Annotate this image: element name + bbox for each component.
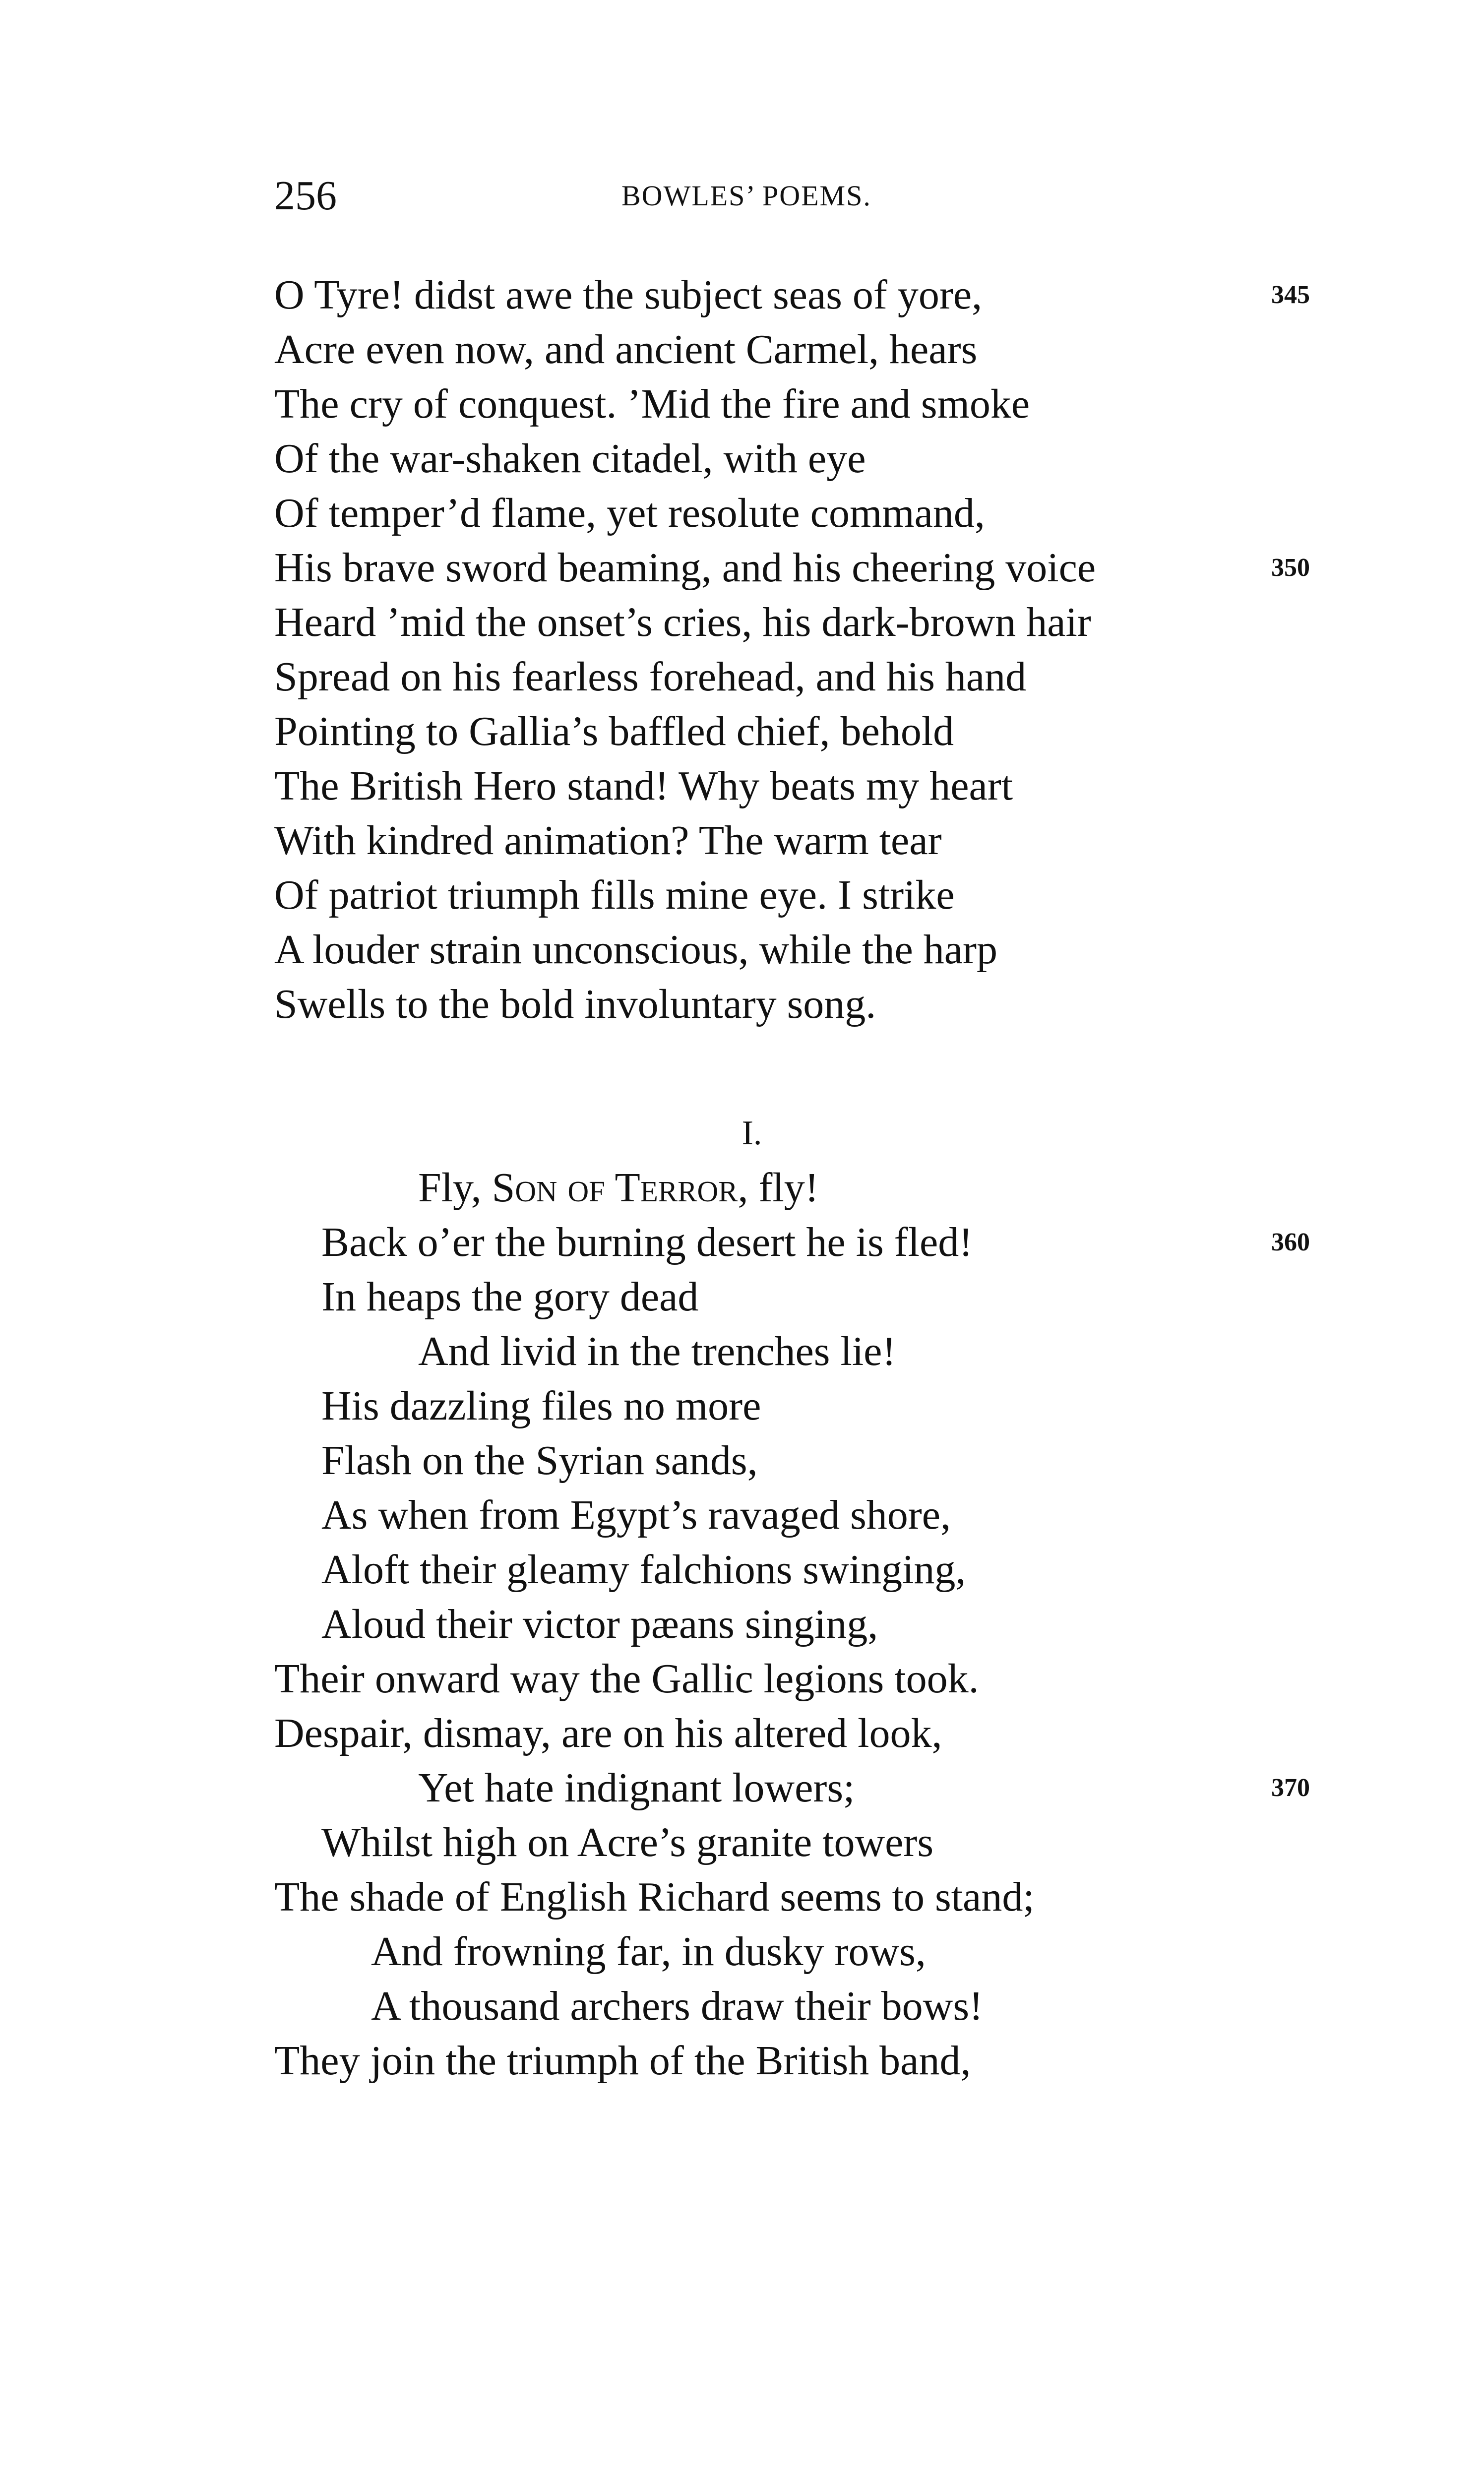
line-text: And frowning far, in dusky rows, — [371, 1928, 926, 1975]
line-number: 345 — [1271, 281, 1310, 309]
poem-line — [274, 268, 1316, 322]
poem-stanza-2 — [274, 1161, 1316, 2088]
line-text: They join the triumph of the British band, — [274, 2038, 971, 2084]
poem-line — [274, 1324, 1316, 1379]
line-text: Whilst high on Acre’s granite towers — [321, 1819, 934, 1865]
page-number: 256 — [274, 173, 337, 219]
line-text: His dazzling files no more — [321, 1383, 761, 1429]
poem-line — [274, 1379, 1316, 1433]
poem-line — [274, 595, 1316, 650]
line-text: In heaps the gory dead — [321, 1274, 699, 1320]
line-text: O Tyre! didst awe the subject seas of yore, — [274, 272, 983, 318]
line-text: A louder strain unconscious, while the harp — [274, 927, 998, 973]
line-text: Of patriot triumph fills mine eye. I strike — [274, 872, 955, 918]
poem-line — [274, 1215, 1316, 1270]
poem-line — [274, 1870, 1316, 1924]
line-text: Back o’er the burning desert he is fled! — [321, 1219, 973, 1265]
line-text: Pointing to Gallia’s baffled chief, behold — [274, 708, 954, 754]
poem-line — [274, 1979, 1316, 2034]
poem-line — [274, 1488, 1316, 1543]
line-number: 350 — [1271, 554, 1310, 582]
line-text: His brave sword beaming, and his cheering voice — [274, 545, 1096, 591]
poem-line — [274, 2034, 1316, 2088]
poem-line — [274, 1597, 1316, 1652]
poem-line — [274, 1543, 1316, 1597]
line-text: Acre even now, and ancient Carmel, hears — [274, 326, 978, 372]
poem-line — [274, 432, 1316, 486]
line-text: Flash on the Syrian sands, — [321, 1437, 758, 1484]
poem-line — [274, 759, 1316, 813]
poem-line — [274, 813, 1316, 868]
poem-line — [274, 1161, 1316, 1215]
poem-line — [274, 541, 1316, 595]
line-text: Swells to the bold involuntary song. — [274, 981, 876, 1027]
line-text: Of the war-shaken citadel, with eye — [274, 435, 866, 482]
poem-line — [274, 1815, 1316, 1870]
line-number: 370 — [1271, 1774, 1310, 1802]
line-text: Their onward way the Gallic legions took. — [274, 1656, 979, 1702]
poem-line — [274, 1270, 1316, 1324]
poem-line — [274, 1706, 1316, 1761]
line-text: As when from Egypt’s ravaged shore, — [321, 1492, 951, 1538]
line-text: The British Hero stand! Why beats my heart — [274, 763, 1013, 809]
line-text: Despair, dismay, are on his altered look, — [274, 1710, 942, 1756]
running-head: BOWLES’ POEMS. — [621, 180, 871, 212]
page-header — [274, 169, 1316, 223]
line-text: A thousand archers draw their bows! — [371, 1983, 983, 2029]
line-text: Fly, Son of Terror, fly! — [418, 1165, 819, 1211]
line-text: Yet hate indignant lowers; — [418, 1765, 855, 1811]
poem-line — [274, 923, 1316, 977]
line-text: The shade of English Richard seems to stand; — [274, 1874, 1035, 1920]
poem-line — [274, 868, 1316, 923]
small-caps-phrase: Son of Terror — [492, 1165, 738, 1211]
line-text: And livid in the trenches lie! — [418, 1328, 896, 1374]
poem-stanza-1 — [274, 268, 1316, 1032]
poem-line — [274, 1652, 1316, 1706]
line-text: Aloud their victor pæans singing, — [321, 1601, 878, 1647]
line-text: Heard ’mid the onset’s cries, his dark-brown hair — [274, 599, 1091, 645]
poem-line — [274, 650, 1316, 704]
poem-line — [274, 377, 1316, 432]
poem-line — [274, 977, 1316, 1032]
poem-line — [274, 704, 1316, 759]
section-heading: I. — [742, 1114, 762, 1152]
line-text: Spread on his fearless forehead, and his hand — [274, 654, 1027, 700]
poem-line — [274, 486, 1316, 541]
line-text: The cry of conquest. ’Mid the fire and smoke — [274, 381, 1030, 427]
poem-line — [274, 1433, 1316, 1488]
line-number: 360 — [1271, 1228, 1310, 1256]
line-text: Aloft their gleamy falchions swinging, — [321, 1547, 966, 1593]
poem-line — [274, 1924, 1316, 1979]
poem-line — [274, 322, 1316, 377]
line-text: Of temper’d flame, yet resolute command, — [274, 490, 985, 536]
poem-line — [274, 1761, 1316, 1815]
line-text: With kindred animation? The warm tear — [274, 817, 942, 864]
